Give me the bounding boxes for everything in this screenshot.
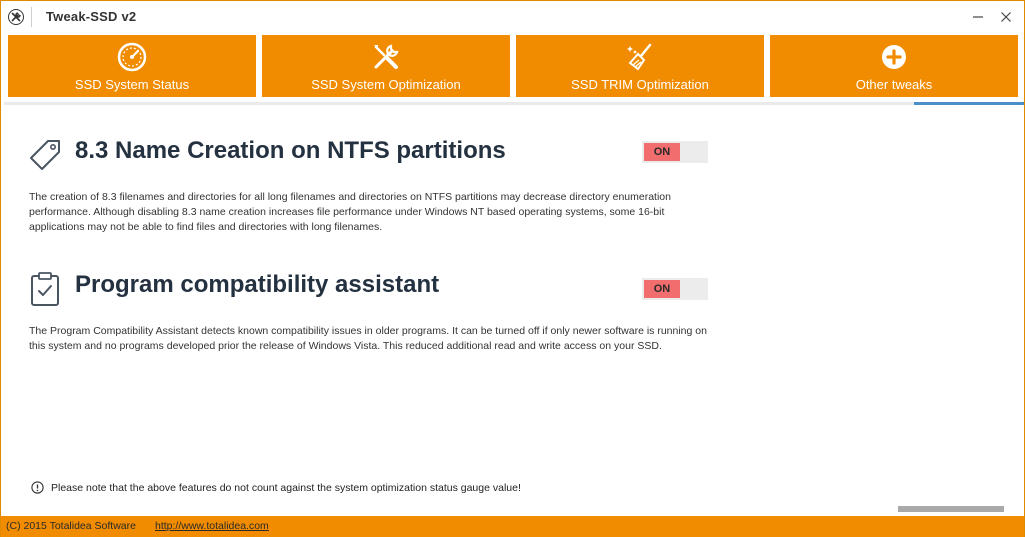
- tab-label: SSD TRIM Optimization: [571, 77, 709, 92]
- tools-icon[interactable]: [8, 9, 24, 25]
- window-title: Tweak-SSD v2: [46, 9, 137, 24]
- close-icon: [1000, 11, 1012, 23]
- tab-label: SSD System Status: [74, 77, 190, 92]
- tab-divider: [4, 102, 1023, 105]
- tab-label: Other tweaks: [855, 77, 933, 92]
- toggle-on-label: ON: [644, 280, 680, 298]
- section-description-program-compatibility: The Program Compatibility Assistant detects known compatibility issues in older programs. It can be turned off if only newer software is running on this system and no programs developed prior the release of Windows Vista. This reduced additional read and write access on your SSD.: [29, 325, 707, 352]
- tab-ssd-system-status[interactable]: [8, 35, 256, 97]
- section-description-8dot3: The creation of 8.3 filenames and directories for all long filenames and directories on NTFS partitions may decrease directory enumeration performance. Although disabling 8.3 name creation increases file performance under Windows NT based operating systems, some 16-bit applications may not be able to find files and directories with long filenames.: [29, 191, 671, 233]
- clipboard-check-icon: [29, 271, 63, 307]
- gauge-note: [31, 481, 521, 494]
- status-footer: [1, 516, 1024, 537]
- wrench-screwdriver-icon: [370, 41, 402, 73]
- tag-icon: [28, 137, 62, 173]
- website-link[interactable]: http://www.totalidea.com: [155, 520, 269, 532]
- section-title-8dot3: 8.3 Name Creation on NTFS partitions: [75, 137, 506, 164]
- toggle-on-label: ON: [644, 143, 680, 161]
- title-separator: [31, 7, 32, 27]
- info-icon: [31, 481, 44, 494]
- plus-circle-icon: [878, 41, 910, 73]
- minimize-icon: [972, 11, 984, 23]
- close-button[interactable]: [991, 5, 1021, 29]
- horizontal-scrollbar-thumb[interactable]: [898, 506, 1004, 512]
- note-text: Please note that the above features do not count against the system optimization status gauge value!: [51, 481, 521, 494]
- gauge-icon: [116, 41, 148, 73]
- tab-label: SSD System Optimization: [311, 77, 461, 92]
- toggle-8dot3-name-creation[interactable]: [642, 141, 708, 163]
- copyright-text: (C) 2015 Totalidea Software: [6, 520, 136, 532]
- minimize-button[interactable]: [963, 5, 993, 29]
- active-tab-indicator: [914, 102, 1024, 105]
- title-bar[interactable]: [1, 1, 1024, 33]
- broom-sparkle-icon: [624, 41, 656, 73]
- tab-other-tweaks[interactable]: [770, 35, 1018, 97]
- tab-ssd-system-optimization[interactable]: [262, 35, 510, 97]
- tab-ssd-trim-optimization[interactable]: [516, 35, 764, 97]
- section-title-program-compatibility: Program compatibility assistant: [75, 271, 440, 298]
- toggle-program-compatibility-assistant[interactable]: [642, 278, 708, 300]
